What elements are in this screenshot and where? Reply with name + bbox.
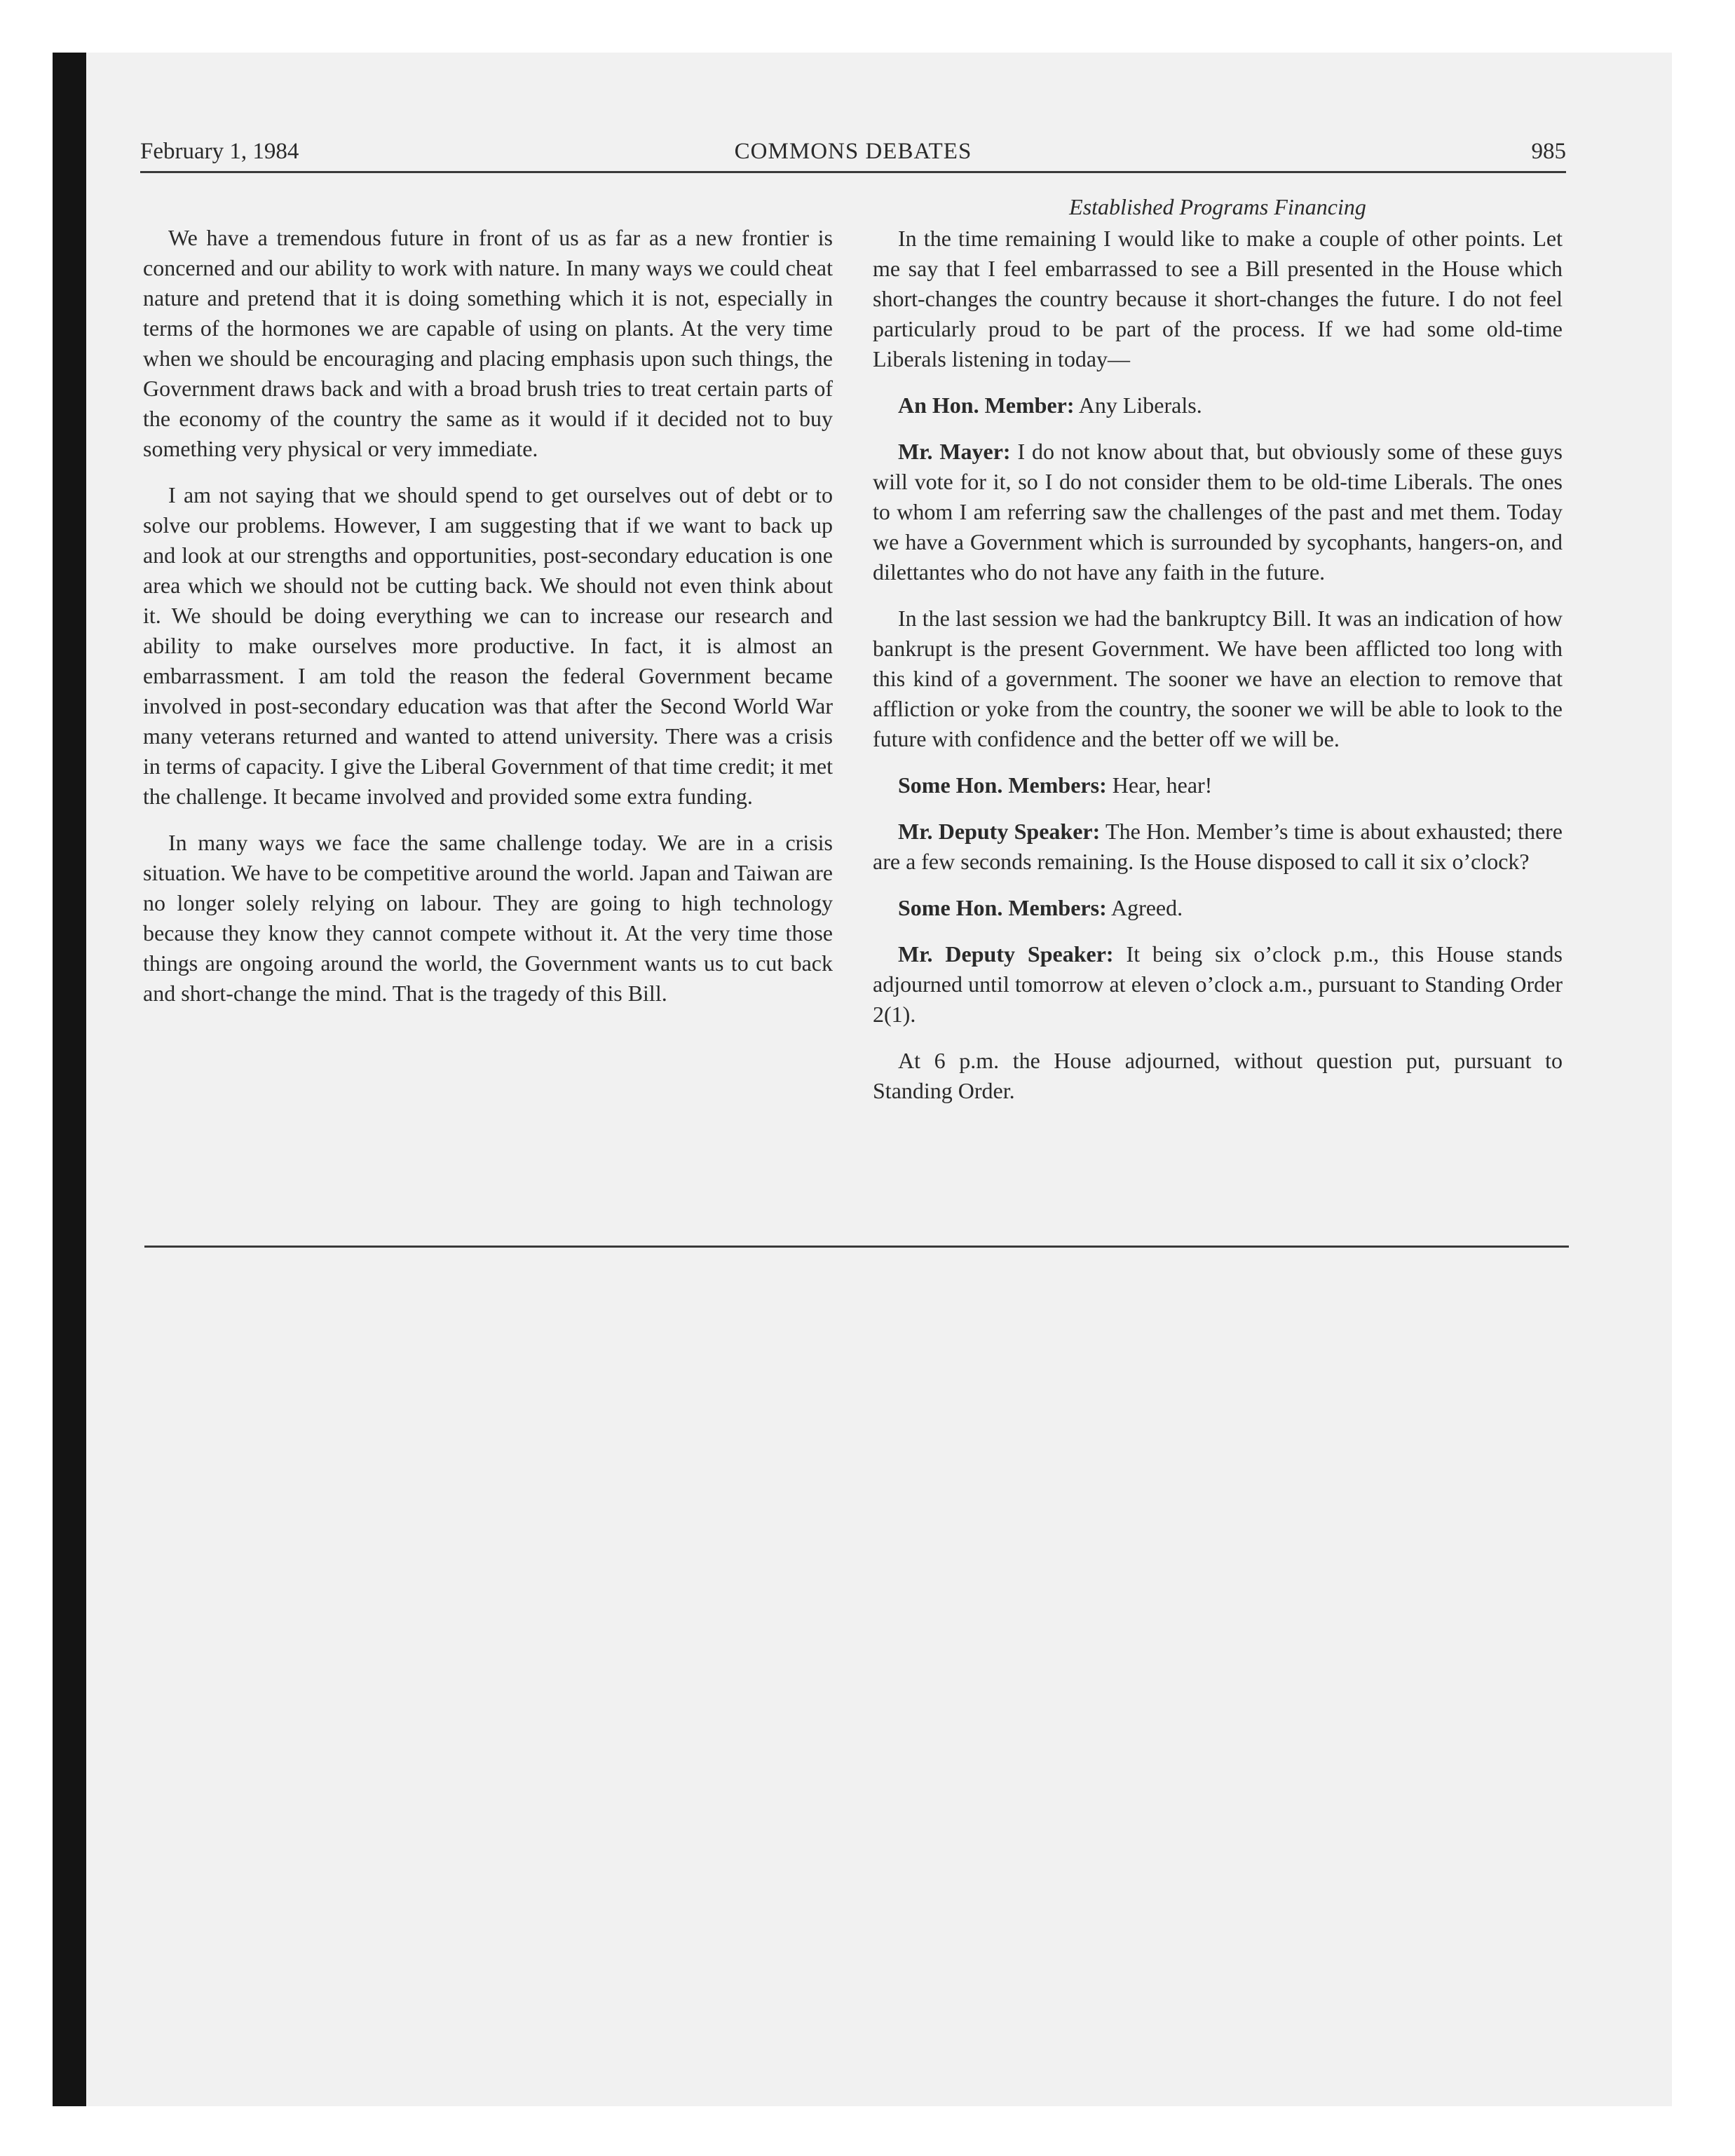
speech-text: The Hon. Member’s time is about exhausted; there are a few seconds remaining. Is the House disposed to call it six o’clock? xyxy=(873,819,1563,874)
intervention-hon-member xyxy=(873,390,1563,421)
intervention-some-members-agreed xyxy=(873,893,1563,923)
left-paragraph-2: I am not saying that we should spend to get ourselves out of debt or to solve our problems. However, I am suggesting that if we want to back up and look at our strengths and opportunities, post-secondary education is one area which we should not be cutting back. We should not even think about it. We should be doing everything we can to increase our research and ability to make ourselves more productive. In fact, it is almost an embarrassment. I am told the reason the federal Government became involved in post-secondary education was that after the Second World War many veterans returned and wanted to attend university. There was a crisis in terms of capacity. I give the Liberal Government of that time credit; it met the challenge. It became involved and provided some extra funding. xyxy=(143,482,833,809)
left-paragraph-3: In many ways we face the same challenge today. We are in a crisis situation. We have to be competitive around the world. Japan and Taiwan are no longer solely relying on labour. They are going to high technology because they know they cannot compete without it. At the very time those things are ongoing around the world, the Government wants us to cut back and short-change the mind. That is the tragedy of this Bill. xyxy=(143,830,833,1006)
speaker-name: Mr. Deputy Speaker: xyxy=(898,941,1114,967)
header-date: February 1, 1984 xyxy=(140,139,299,164)
speaker-name: Some Hon. Members: xyxy=(898,895,1107,920)
page-header xyxy=(140,137,1566,173)
speech-text: I do not know about that, but obviously some of these guys will vote for it, so I do not consider them to be old-time Liberals. The ones to whom I am referring saw the challenges of the past and met them. Today we have a Government which is surrounded by sycophants, hangers-on, and dilettantes who do not have any faith in the future. xyxy=(873,439,1563,585)
speech-text: Agreed. xyxy=(1106,895,1183,920)
right-continuation-paragraph: In the last session we had the bankruptcy Bill. It was an indication of how bankrupt is the present Government. We have been afflicted too long with this kind of a government. The sooner we have an election to remove that affliction or yoke from the country, the sooner we will be able to look to the future with confidence and the better off we will be. xyxy=(873,606,1563,751)
speaker-name: Some Hon. Members: xyxy=(898,772,1107,798)
speech-text: Hear, hear! xyxy=(1106,772,1213,798)
left-paragraph-1: We have a tremendous future in front of us as far as a new frontier is concerned and our ability to work with nature. In many ways we could cheat nature and pretend that it is doing something which it is not, especially in terms of the hormones we are capable of using on plants. At the very time when we should be encouraging and placing emphasis upon such things, the Government draws back and with a broad brush tries to treat certain parts of the economy of the country the same as it would if it decided not to buy something very physical or very immediate. xyxy=(143,225,833,461)
scan-edge-bar xyxy=(53,53,86,2106)
speaker-name: An Hon. Member: xyxy=(898,393,1075,418)
intervention-mr-mayer xyxy=(873,437,1563,587)
speaker-name: Mr. Deputy Speaker: xyxy=(898,819,1101,844)
speech-text: Any Liberals. xyxy=(1074,393,1202,418)
intervention-deputy-speaker-2 xyxy=(873,939,1563,1030)
right-opening-paragraph: In the time remaining I would like to make a couple of other points. Let me say that I feel embarrassed to see a Bill presented in the House which short-changes the country because it short-changes the future. I do not feel particularly proud to be part of the process. If we had some old-time Liberals listening in today— xyxy=(873,226,1563,371)
left-column xyxy=(143,223,833,1025)
right-column xyxy=(873,192,1563,1122)
section-heading: Established Programs Financing xyxy=(1069,194,1366,219)
intervention-deputy-speaker-1 xyxy=(873,817,1563,877)
adjournment-note: At 6 p.m. the House adjourned, without question put, pursuant to Standing Order. xyxy=(873,1048,1563,1103)
header-page-number: 985 xyxy=(1531,139,1566,164)
intervention-some-members-hear xyxy=(873,770,1563,800)
header-title: COMMONS DEBATES xyxy=(734,139,972,164)
speaker-name: Mr. Mayer: xyxy=(898,439,1011,464)
end-of-text-rule xyxy=(144,1246,1569,1248)
speech-text: It being six o’clock p.m., this House stands adjourned until tomorrow at eleven o’clock a.m., pursuant to Standing Order 2(1). xyxy=(873,941,1563,1027)
